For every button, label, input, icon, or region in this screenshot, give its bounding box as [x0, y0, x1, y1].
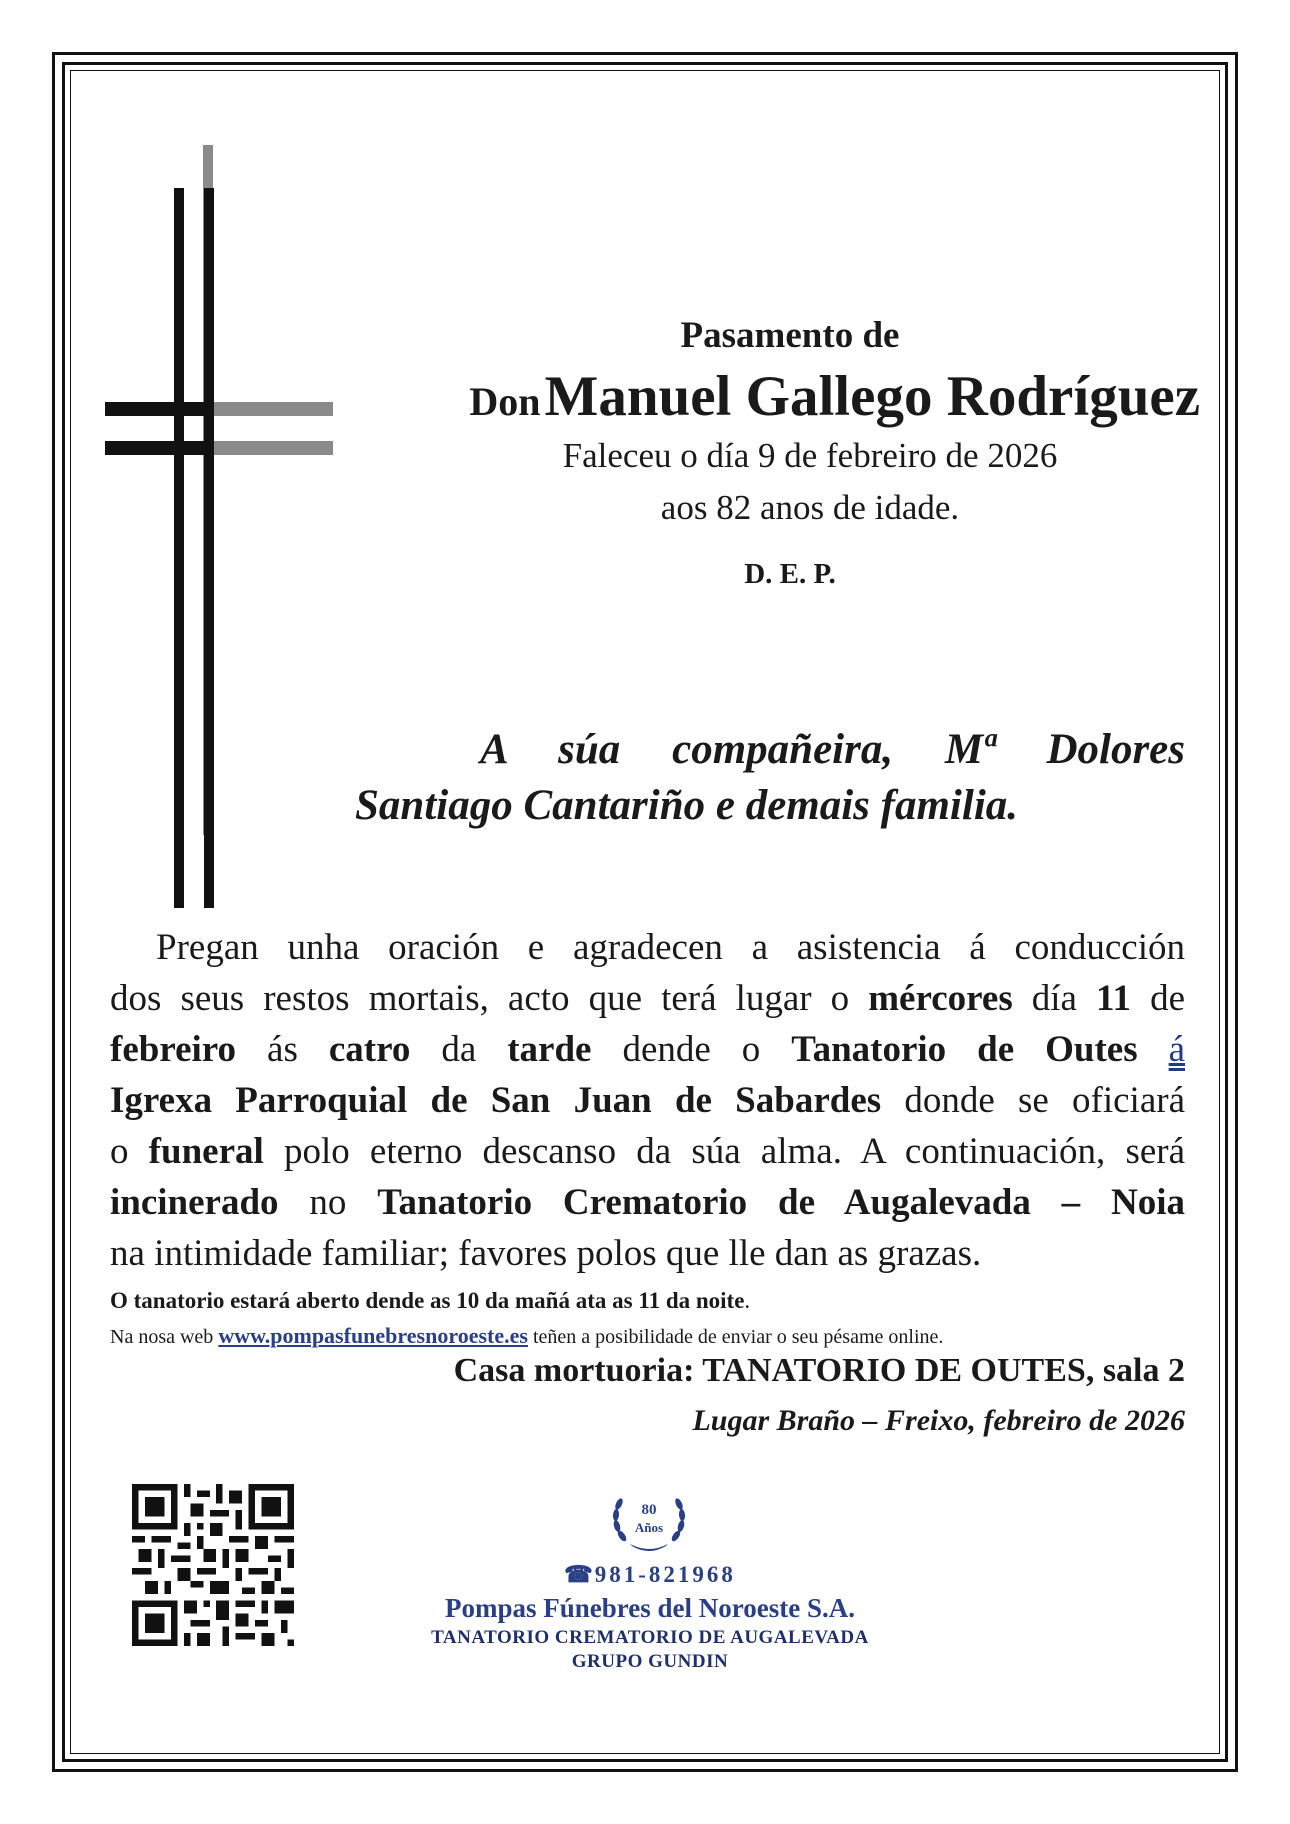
badge-number: 80 [641, 1502, 657, 1518]
text: día [1031, 978, 1077, 1019]
place-and-date: Lugar Braño – Freixo, febreiro de 2026 [692, 1404, 1185, 1437]
paragraph-line [110, 922, 1185, 973]
underlined-word: á [1168, 1029, 1186, 1070]
funeral-word: funeral [148, 1131, 264, 1172]
phone-icon: ☎ [564, 1562, 593, 1587]
qr-code-icon[interactable] [132, 1484, 294, 1646]
month: febreiro [110, 1029, 237, 1070]
paragraph-line [110, 973, 1185, 1024]
funeral-home-name: Tanatorio de Outes [791, 1029, 1138, 1070]
text: na intimidade familiar; favores polos que lle dan as grazas. [110, 1233, 982, 1274]
intro-heading: Pasamento de [680, 315, 900, 356]
paragraph-line [110, 1024, 1185, 1075]
text: o [110, 1131, 129, 1172]
text: no [309, 1182, 347, 1223]
deceased-full-name: Manuel Gallego Rodríguez [544, 365, 1200, 428]
age-line: aos 82 anos de idade. [660, 488, 960, 527]
anniversary-badge [604, 1484, 694, 1558]
company-name: Pompas Fúnebres del Noroeste S.A. [445, 1593, 855, 1623]
text: ás [267, 1029, 298, 1070]
text: da [441, 1029, 477, 1070]
hours-period: . [744, 1288, 751, 1313]
condolence-web-note [110, 1323, 943, 1349]
website-link[interactable]: www.pompasfunebresnoroeste.es [218, 1323, 528, 1348]
time-of-day: tarde [507, 1029, 592, 1070]
web-suffix: teñen a posibilidade de enviar o seu pésame online. [532, 1326, 944, 1348]
text: Pregan unha oración e agradecen a asistencia á conducción [156, 927, 1185, 968]
latin-cross-icon [100, 140, 340, 910]
paragraph-line [110, 1177, 1185, 1228]
ceremony-paragraph [110, 922, 1185, 1279]
company-subtitle: TANATORIO CREMATORIO DE AUGALEVADA [431, 1627, 869, 1648]
death-date: Faleceu o día 9 de febreiro de 2026 [562, 436, 1058, 475]
phone-number [440, 1562, 860, 1588]
family-line-2: Santiago Cantariño e demais familia. [355, 782, 1019, 829]
rip-abbrev: D. E. P. [744, 558, 836, 590]
text: dende o [622, 1029, 761, 1070]
deceased-name [380, 364, 1200, 429]
church-name: Igrexa Parroquial de San Juan de Sabardes [110, 1080, 882, 1121]
family-line-1: A súa compañeira, Mª Dolores [480, 726, 1185, 773]
text: donde se oficiará [904, 1080, 1185, 1121]
hour: catro [328, 1029, 411, 1070]
paragraph-line [110, 1228, 1185, 1279]
text: polo eterno descanso da súa alma. A continuación, será [283, 1131, 1186, 1172]
family-mourners [355, 722, 1185, 834]
badge-label: Años [634, 1520, 664, 1535]
paragraph-line [110, 1075, 1185, 1126]
day-number: 11 [1096, 978, 1132, 1019]
hours-text: O tanatorio estará aberto dende as 10 da mañá ata as 11 da noite [110, 1288, 745, 1313]
weekday: mércores [868, 978, 1013, 1019]
phone-text: 981-821968 [594, 1562, 736, 1587]
honorific: Don [469, 379, 541, 424]
web-prefix: Na nosa web [110, 1326, 214, 1348]
opening-hours [110, 1288, 750, 1314]
company-group: GRUPO GUNDIN [571, 1651, 729, 1672]
text: dos seus restos mortais, acto que terá lugar o [110, 978, 850, 1019]
crematorium-name: Tanatorio Crematorio de Augalevada – Noia [377, 1182, 1185, 1223]
paragraph-line [110, 1126, 1185, 1177]
cremation-word: incinerado [110, 1182, 279, 1223]
text: de [1150, 978, 1186, 1019]
wake-location: Casa mortuoria: TANATORIO DE OUTES, sala 2 [453, 1352, 1185, 1389]
